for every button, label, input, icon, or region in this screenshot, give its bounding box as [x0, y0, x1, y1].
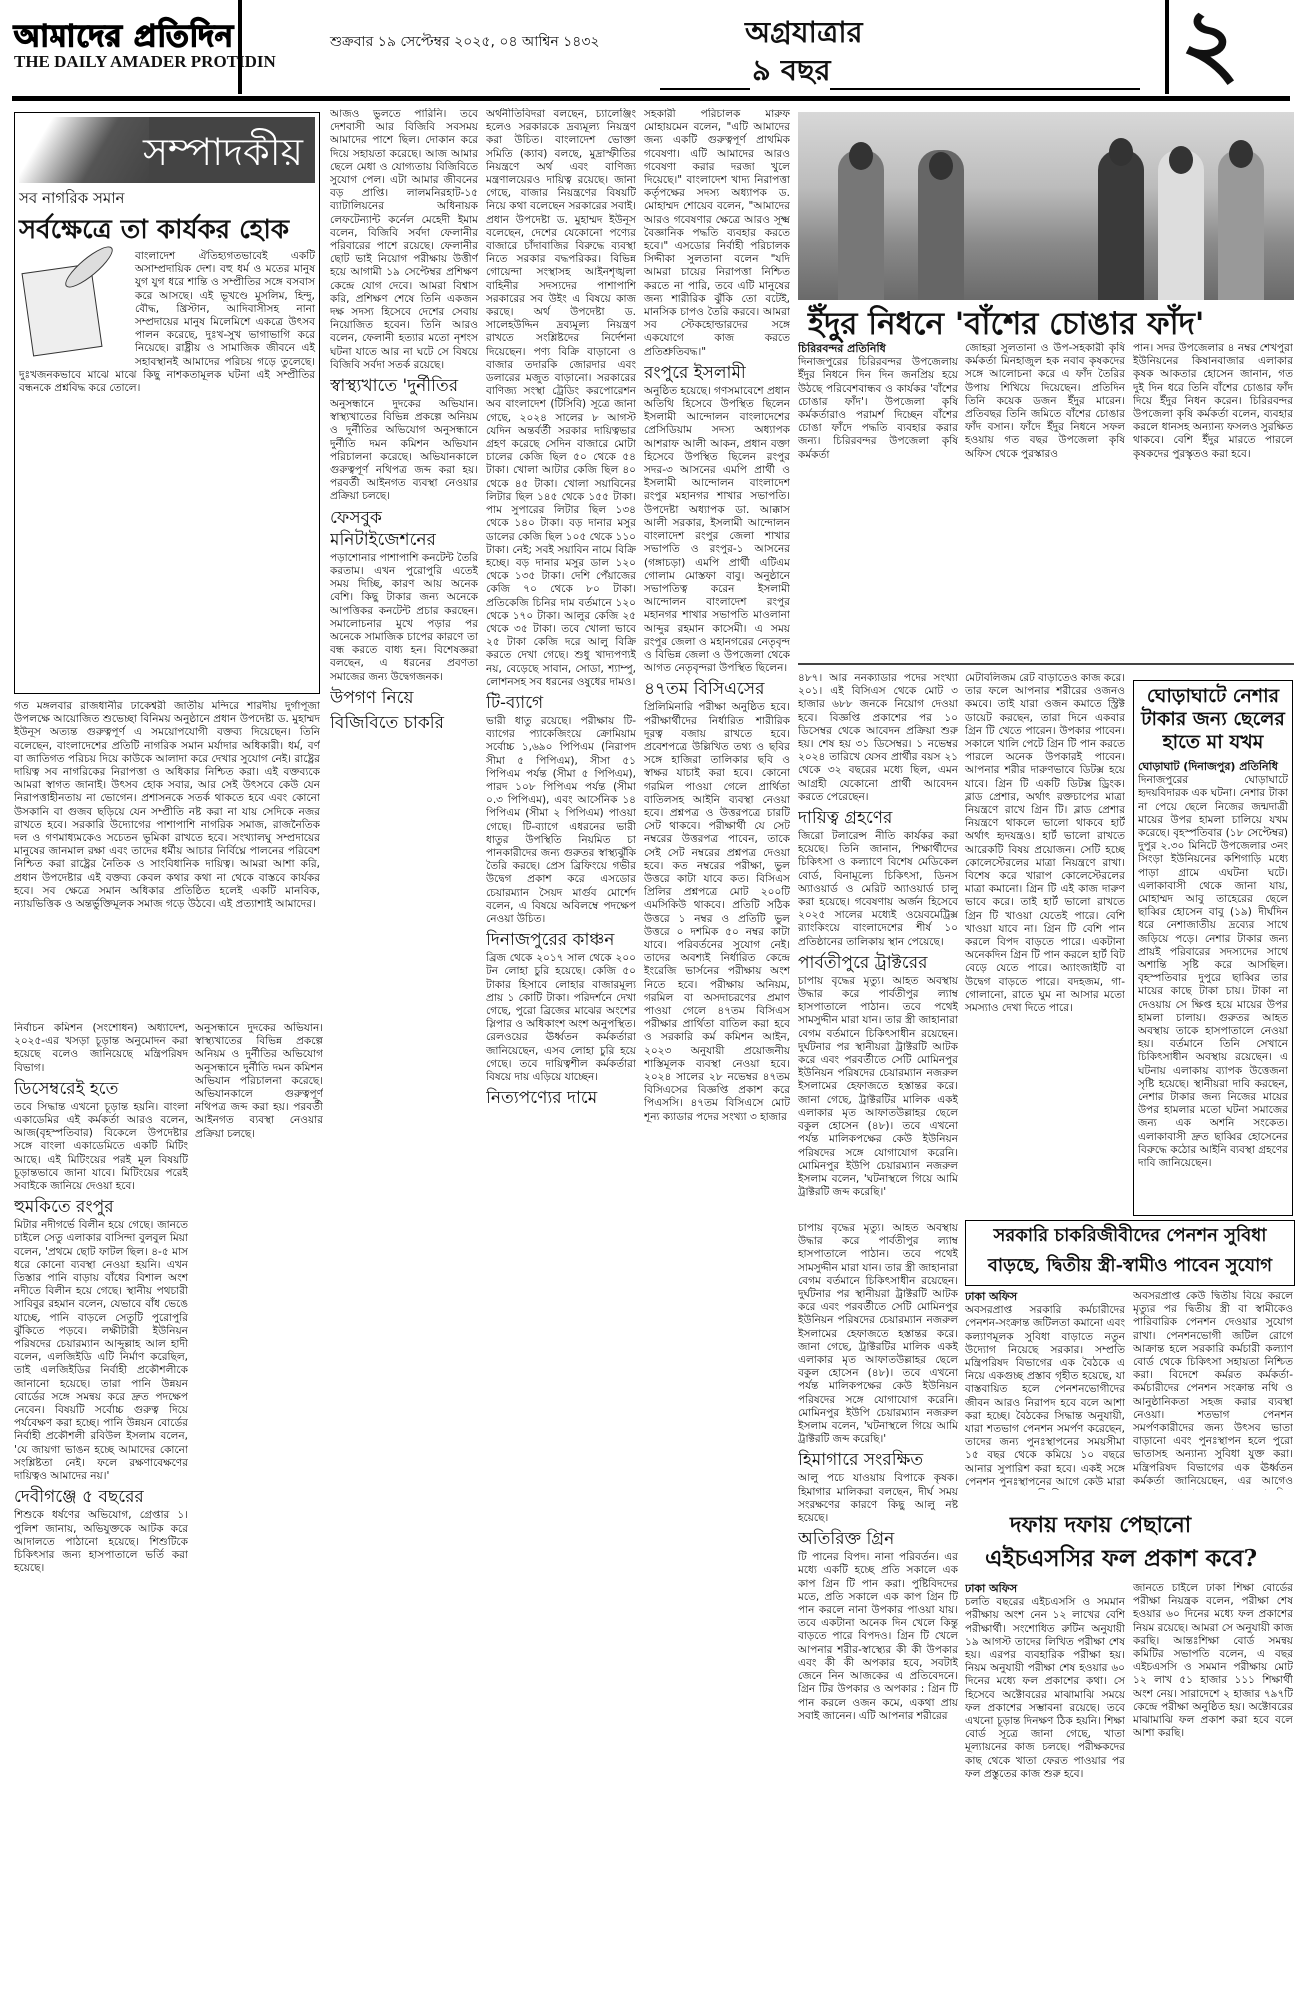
paragraph: জানতে চাইলে ঢাকা শিক্ষা বোর্ডের পরীক্ষা নিয়ন্ত্রক বলেন, পরীক্ষা শেষ হওয়ার ৬০ দিনের মধ্যে ফল প্রকাশের নিয়ম রয়েছে। আমরা সে অনুযায়ী কাজ করছি। আন্তঃশিক্ষা বোর্ড সমন্বয় কমিটির সভাপতি বলেন, এ বছর এইচএসসি ও সমমান পরীক্ষায় মোট ১২ লাখ ৫১ হাজার ১১১ শিক্ষার্থী অংশ নেয়। সারাদেশে ২ হাজার ৭৯৭টি কেন্দ্রে পরীক্ষা অনুষ্ঠিত হয়। অক্টোবরের মাঝামাঝি ফল প্রকাশ করা হবে বলে আশা করছি। — [1133, 1582, 1293, 1740]
editorial-banner — [19, 117, 315, 183]
paragraph: পান। সদর উপজেলার ৪ নম্বর শেখপুরা ইউনিয়নের কিষানবাজার এলাকার কৃষক আকতার হোসেন জানান, গত দুই দিন ধরে তিনি বাঁশের চোঙার ফাঁদ দিয়ে ইঁদুর নিধন করেন। চিরিরবন্দর উপজেলা কৃষি কর্মকর্তা বলেন, ব্যবহার করলে ধানসহ অন্যান্য ফসলও সুরক্ষিত থাকবে। বেশি ইঁদুর মারতে পারলে কৃষকদের পুরস্কৃতও করা হবে। — [1133, 342, 1293, 460]
paragraph: আজও ভুলতে পারিনি। তবে দেশবাসী আর বিজিবি সবসময় আমাদের পাশে ছিল। দোকান করে দিয়ে সহায়তা করেছে। আজ আমার ছেলে মেধা ও যোগ্যতায় বিজিবিতে সুযোগ পেল। এটা আমার জীবনের বড় প্রাপ্তি। লালমনিরহাট-১৫ ব্যাটালিয়নের অধিনায়ক লেফটেন্যান্ট কর্নেল মেহেদী ইমাম বলেন, বিজিবি সর্বদা ফেলানীর পরিবারের পাশে রয়েছে। ফেলানীর ছোট ভাই নিয়োগ পরীক্ষায় উত্তীর্ণ হয়ে আগামী ১৯ সেপ্টেম্বর প্রশিক্ষণ কেন্দ্রে যোগ দেবে। আমরা বিশ্বাস করি, প্রশিক্ষণ শেষে তিনি একজন দক্ষ সদস্য হিসেবে দেশের সেবায় নিয়োজিত হবেন। তিনি আরও বলেন, ফেলানী হত্যার মতো নৃশংস ঘটনা যাতে আর না ঘটে সে বিষয়ে বিজিবি সর্বদা সতর্ক রয়েছে। — [330, 108, 478, 371]
byline: ঘোড়াঘাট (দিনাজপুর) প্রতিনিধি — [1138, 760, 1278, 773]
section-subhead: দেবীগঞ্জে ৫ বছরের — [14, 1487, 144, 1508]
headline-ghoraghat: ঘোড়াঘাটে নেশার টাকার জন্য ছেলের হাতে মা যখম — [1141, 685, 1285, 753]
editorial-box — [14, 112, 320, 694]
rat-trap-col-3 — [1133, 342, 1293, 627]
article-column-5-lower — [798, 1222, 958, 1992]
newspaper-name-english: THE DAILY AMADER PROTIDIN — [14, 52, 276, 71]
anniversary-line-1: অগ্রযাত্রার — [745, 15, 863, 49]
anniversary-rule-right — [830, 88, 1140, 90]
masthead-rule — [12, 96, 1290, 101]
paragraph: দিনাজপুরের ঘোড়াঘাটে হৃদয়বিদারক এক ঘটনা। নেশার টাকা না পেয়ে ছেলে নিজের জন্মদাত্রী মায়ের উপর হামলা চালিয়ে যখম করেছে। বৃহস্পতিবার (১৮ সেপ্টেম্বর) দুপুর ২.৩০ মিনিটে উপজেলার ৩নং সিংড়া ইউনিয়নের কশিগাড়ি মধ্যে পাড়া গ্রামে এঘটনা ঘটে। এলাকাবাসী থেকে জানা যায়, মোহাম্মদ আবু তাহেরের ছেলে ছাব্বির হোসেন বাবু (১৯) দীর্ঘদিন ধরে নেশাজাতীয় দ্রব্যের সাথে জড়িয়ে পড়ে। নেশার টাকার জন্য প্রায়ই পরিবারের সদস্যদের সাথে অশান্তি সৃষ্টি করে আসছিল। বৃহস্পতিবার দুপুরে ছাব্বির তার মায়ের কাছে টাকা চায়। টাকা না দেওয়ায় সে ক্ষিপ্ত হয়ে মায়ের উপর হামলা চালায়। গুরুতর আহত অবস্থায় তাকে হাসপাতালে নেওয়া হয়। বর্তমানে তিনি সেখানে চিকিৎসাধীন অবস্থায় রয়েছেন। এ ঘটনায় এলাকায় ব্যাপক উত্তেজনা সৃষ্টি হয়েছে। স্থানীয়রা দাবি করছেন, নেশার টাকার জন্য নিজের মায়ের উপর হামলার মতো ঘটনা সমাজের জন্য এক অশনি সংকেত। এলাকাবাসী দ্রুত ছাব্বির হোসেনের বিরুদ্ধে কঠোর আইনি ব্যবস্থা গ্রহণের দাবি জানিয়েছেন। — [1138, 774, 1288, 1170]
section-subhead: বিজিবিতে চাকরি — [330, 712, 444, 733]
paragraph: শিশুকে ধর্ষণের অভিযোগ, গ্রেপ্তার ১। পুলিশ জানায়, অভিযুক্তকে আটক করে আদালতে পাঠানো হয়েছে। শিশুটিকে চিকিৎসার জন্য হাসপাতালে ভর্তি করা হয়েছে। — [14, 1509, 188, 1575]
editorial-body: বাংলাদেশ ঐতিহ্যগতভাবেই একটি অসাম্প্রদায়িক দেশ। বহু ধর্ম ও মতের মানুষ যুগ যুগ ধরে শান্তি ও সম্প্রীতির সঙ্গে বসবাস করে আসছে। এই ভূখণ্ডে মুসলিম, হিন্দু, বৌদ্ধ, খ্রিস্টান, আদিবাসীসহ নানা সম্প্রদায়ের মানুষ মিলেমিশে একত্রে উৎসব পালন করেছে, দুঃখ-সুখ ভাগাভাগি করে নিয়েছে। রাষ্ট্রীয় ও সামাজিক জীবনে এই সহাবস্থানই আমাদের পরিচয় গড়ে তুলেছে। দুঃখজনকভাবে মাঝে মাঝে কিছু নাশকতামূলক ঘটনা এই সম্প্রীতির বন্ধনকে প্রশ্নবিদ্ধ করে তোলে। — [19, 250, 315, 395]
section-subhead: ডিসেম্বরেই হতে — [14, 1078, 119, 1099]
headline-pension-2: বাড়ছে, দ্বিতীয় স্ত্রী-স্বামীও পাবেন সুযোগ — [987, 1255, 1273, 1276]
headline-rat-trap: ইঁদুর নিধনে 'বাঁশের চোঙার ফাঁদ' — [808, 306, 1205, 342]
editorial-title: সর্বক্ষেত্রে তা কার্যকর হোক — [19, 215, 290, 245]
byline: চিরিরবন্দর প্রতিনিধি — [798, 342, 886, 355]
section-subhead: হিমাগারে সংরক্ষিত — [798, 1450, 924, 1471]
paragraph: অবসরপ্রাপ্ত কেউ দ্বিতীয় বিয়ে করলে মৃত্যুর পর দ্বিতীয় স্ত্রী বা স্বামীকেও পারিবারিক পেনশন দেওয়ার সুযোগ রাখা। পেনশনভোগী জটিল রোগে আক্রান্ত হলে সরকারি কর্মচারী কল্যাণ বোর্ড থেকে চিকিৎসা সহায়তা নিশ্চিত করা। বিদেশে কর্মরত কর্মকর্তা-কর্মচারীদের পেনশন সংক্রান্ত নথি ও আনুষ্ঠানিকতা সহজ করার ব্যবস্থা নেওয়া। শতভাগ পেনশন সমর্পণকারীদের জন্য উৎসব ভাতা বাড়ানো এবং পুনঃস্থাপন হলে পুরো ভাতাসহ অন্যান্য সুবিধা যুক্ত করা। মন্ত্রিপরিষদ বিভাগের এক ঊর্ধ্বতন কর্মকর্তা জানিয়েছেন, এর আগেও — [1133, 1290, 1293, 1487]
article-column-left-2 — [195, 1022, 323, 1992]
newspaper-logo: আমাদের প্রতিদিন — [14, 19, 234, 54]
article-column-2 — [330, 108, 478, 1988]
paragraph: অর্থনীতিবিদরা বলছেন, চ্যালেঞ্জিং হলেও সরকারকে দ্রব্যমূল্য নিয়ন্ত্রণ করা উচিত। বাংলাদেশ ভোক্তা সমিতি (ক্যাব) বলছে, মুদ্রাস্ফীতির নিয়ন্ত্রণে অর্থ এবং বাণিজ্য মন্ত্রণালয়েরও দায়িত্ব রয়েছে। জানা গেছে, বাজার নিয়ন্ত্রণের বিষয়টি নিয়ে কথা বলেছেন সরকারের সবাই। প্রধান উপদেষ্টা ড. মুহাম্মদ ইউনূস বলেছেন, দেশের যেকোনো পণ্যের বাজারে চাঁদাবাজির বিরুদ্ধে ব্যবস্থা নিতে সরকার বদ্ধপরিকর। বিভিন্ন গোয়েন্দা সংস্থাসহ আইনশৃঙ্খলা বাহিনীর সদস্যদের পাশাপাশি সরকারের সব উইং এ বিষয়ে কাজ করছে। অর্থ উপদেষ্টা ড. সালেহউদ্দিন দ্রব্যমূল্য নিয়ন্ত্রণ রাখতে সংশ্লিষ্টদের নির্দেশনা দিয়েছেন। পণ্য বিক্রি বাড়ানো ও বাজার তদারকি জোরদার এবং ডলারের মজুত বাড়ানো। সরকারের বাণিজ্য সংস্থা ট্রেডিং করপোরেশন অব বাংলাদেশ (টিসিবি) সূত্রে জানা গেছে, ২০২৪ সালের ৮ আগস্ট যেদিন অন্তর্বর্তী সরকার দায়িত্বভার গ্রহণ করেছে সেদিন বাজারে মোটা চালের কেজি ছিল ৫০ থেকে ৫৪ টাকা। খোলা আটার কেজি ছিল ৪০ থেকে ৪৫ টাকা। খোলা সয়াবিনের লিটার ছিল ১৪৫ থেকে ১৫৫ টাকা। পাম সুপারের লিটার ছিল ১৩৪ থেকে ১৪০ টাকা। বড় দানার মসুর ডালের কেজি ছিল ১০৫ থেকে ১১০ টাকা। নেই; সবই সয়াবিন নামে বিক্রি হচ্ছে। বড় দানার মসুর ডাল ১২০ থেকে ১৩৫ টাকা। দেশি পেঁয়াজের কেজি ৭০ থেকে ৮০ টাকা। প্রতিকেজি চিনির দাম বর্তমানে ১২০ থেকে ১৭০ টাকা। আলুর কেজি ২৫ থেকে ৩৫ টাকা। তবে খোলা ভাবে ২৫ টাকা কেজি দরে আলু বিক্রি করতে দেখা গেছে। শুধু খাদ্যপণ্যই নয়, বেড়েছে সাবান, সোডা, শ্যাম্পু, লোশনসহ সব ধরনের ওষুধের দামও। — [486, 108, 636, 688]
paragraph: মিটার নদীগর্ভে বিলীন হয়ে গেছে। জানতে চাইলে সেতু এলাকার বাসিন্দা বুলবুল মিয়া বলেন, 'প্রথমে ছোট ফাটল ছিল। ৪-৫ মাস ধরে কোনো ব্যবস্থা নেওয়া হয়নি। এখন তিস্তার পানি বাড়ায় বাঁধের বিশাল অংশ নদীতে বিলীন হয়ে গেছে। স্থানীয় পথচারী সাবিবুর রহমান বলেন, যেভাবে বাঁধ ভেঙে যাচ্ছে, পানি বাড়লে সেতুটি পুরোপুরি ঝুঁকিতে পড়বে। লক্ষীটারী ইউনিয়ন পরিষদের চেয়ারম্যান আব্দুল্লাহ আল হাদী বলেন, এলজিইডি এটি নির্মাণ করেছিল, তাই এলজিইডির নির্বাহী প্রকৌশলীকে জানানো হয়েছে। তারা পানি উন্নয়ন বোর্ডের সঙ্গে সমন্বয় করে দ্রুত পদক্ষেপ নেবেন। বিষয়টি সর্বোচ্চ গুরুত্ব দিয়ে পর্যবেক্ষণ করা হচ্ছে। পানি উন্নয়ন বোর্ডের নির্বাহী প্রকৌশলী রবিউল ইসলাম বলেন, 'যে জায়গা ভাঙন হচ্ছে আমাদের কোনো সংশ্লিষ্টতা নেই। ফলে রক্ষণাবেক্ষণের দায়িত্বও আমাদের নয়।' — [14, 1219, 188, 1483]
paragraph: পড়াশোনার পাশাপাশি কনটেন্ট তৈরি করতাম। এখন পুরোপুরি এতেই সময় দিচ্ছি, কারণ আয় অনেক বেশি। কিছু টাকার জন্য অনেকে আপত্তিকর কনটেন্ট প্রচার করছেন। সমালোচনার মুখে পড়ার পর অনেকে সামাজিক চাপের কারণে তা বন্ধ করতে বাধ্য হন। বিশেষজ্ঞরা বলছেন, এ ধরনের প্রবণতা সমাজের জন্য উদ্বেগজনক। — [330, 551, 478, 683]
section-subhead: স্বাস্থ্যখাতে 'দুর্নীতির — [330, 376, 459, 397]
paragraph: চাপায় বৃদ্ধের মৃত্যু। আহত অবস্থায় উদ্ধার করে পার্বতীপুর ল্যাম্ব হাসপাতালে পাঠান। তবে পথেই সামসুদ্দীন মারা যান। তার স্ত্রী জাহানারা বেগম বর্তমানে চিকিৎসাধীন রয়েছেন। দুর্ঘটনার পর স্থানীয়রা ট্রাক্টরটি আটক করে এবং পরবর্তীতে সেটি মোমিনপুর ইউনিয়ন পরিষদের চেয়ারম্যান নজরুল ইসলামের হেফাজতে হস্তান্তর করে। জানা গেছে, ট্রাক্টরটির মালিক একই এলাকার মৃত আফাতউল্লাহর ছেলে বকুল হোসেন (৪৮)। তবে এখনো পর্যন্ত মালিকপক্ষের কেউ ইউনিয়ন পরিষদের সঙ্গে যোগাযোগ করেনি। মোমিনপুর ইউপি চেয়ারম্যান নজরুল ইসলাম বলেন, 'ঘটনাস্থলে গিয়ে আমি ট্রাক্টরটি জব্দ করেছি।' — [798, 974, 958, 1199]
paragraph: চাপায় বৃদ্ধের মৃত্যু। আহত অবস্থায় উদ্ধার করে পার্বতীপুর ল্যাম্ব হাসপাতালে পাঠান। তবে পথেই সামসুদ্দীন মারা যান। তার স্ত্রী জাহানারা বেগম বর্তমানে চিকিৎসাধীন রয়েছেন। দুর্ঘটনার পর স্থানীয়রা ট্রাক্টরটি আটক করে এবং পরবর্তীতে সেটি মোমিনপুর ইউনিয়ন পরিষদের চেয়ারম্যান নজরুল ইসলামের হেফাজতে হস্তান্তর করে। জানা গেছে, ট্রাক্টরটির মালিক একই এলাকার মৃত আফাতউল্লাহর ছেলে বকুল হোসেন (৪৮)। তবে এখনো পর্যন্ত মালিকপক্ষের কেউ ইউনিয়ন পরিষদের সঙ্গে যোগাযোগ করেনি। মোমিনপুর ইউপি চেয়ারম্যান নজরুল ইসলাম বলেন, 'ঘটনাস্থলে গিয়ে আমি ট্রাক্টরটি জব্দ করেছি।' — [798, 1222, 958, 1446]
anniversary-line-2: ৯ বছর — [752, 53, 831, 87]
section-subhead: উপগণ নিয়ে — [330, 687, 414, 708]
paragraph: নির্বাচন কমিশন (সংশোধন) অধ্যাদেশ, ২০২৫-এর খসড়া চূড়ান্ত অনুমোদন করা হয়েছে বলেও জানিয়েছে মন্ত্রিপরিষদ বিভাগ। — [14, 1022, 188, 1074]
editorial-kicker: সব নাগরিক সমান — [19, 189, 125, 207]
ink-splash-graphic — [19, 117, 149, 183]
pension-headline-box — [965, 1220, 1295, 1286]
pension-col-1 — [965, 1290, 1125, 1490]
paragraph: টি পানের বিপদ। নানা পরিবর্তন। এর মধ্যে একটি হচ্ছে প্রতি সকালে এক কাপ গ্রিন টি পান করা। পুষ্টিবিদদের মতে, প্রতি সকালে এক কাপ গ্রিন টি পান করলে নানা উপকার পাওয়া যায়। তবে একটানা অনেক দিন খেলে কিন্তু বাড়তে পারে বিপদও। গ্রিন টি খেলে আপনার শরীর-স্বাস্থ্যের কী কী উপকার এবং কী কী অপকার হবে, সবটাই জেনে নিন আজকের এ প্রতিবেদনে। গ্রিন টির উপকার ও অপকার : গ্রিন টি পান করলে ওজন কমে, একথা প্রায় সবাই জানেন। এটি আপনার শরীরের — [798, 1551, 958, 1722]
article-column-5 — [798, 672, 958, 1217]
paragraph: অনুসন্ধানে দুদকের অভিযান। স্বাস্থ্যখাতের বিভিন্ন প্রকল্পে অনিয়ম ও দুর্নীতির অভিযোগ অনুসন্ধানে দুর্নীতি দমন কমিশন অভিযান পরিচালনা করেছে। অভিযানকালে গুরুত্বপূর্ণ নথিপত্র জব্দ করা হয়। পরবর্তী আইনগত ব্যবস্থা নেওয়ার প্রক্রিয়া চলছে। — [195, 1022, 323, 1140]
hsc-col-2 — [1133, 1582, 1293, 1992]
headline-hsc-2: এইচএসসির ফল প্রকাশ কবে? — [985, 1545, 1258, 1572]
section-subhead: পার্বতীপুরে ট্রাক্টরের — [798, 952, 928, 973]
ghoraghat-body — [1138, 760, 1288, 1220]
paragraph: তবে সিদ্ধান্ত এখনো চূড়ান্ত হয়নি। বাংলা একাডেমির এই কর্মকর্তা আরও বলেন, আজ(বৃহস্পতিবার) বিকেলে উপদেষ্টার সঙ্গে বাংলা একাডেমিতে একটি মিটিং আছে। এই মিটিংয়ের পরই মূল বিষয়টি চূড়ান্তভাবে জানা যাবে। মিটিংয়ের পরেই সবাইকে জানিয়ে দেওয়া হবে। — [14, 1100, 188, 1193]
section-subhead: হুমকিতে রংপুর — [14, 1197, 114, 1218]
paragraph: ভারী ধাতু রয়েছে। পরীক্ষায় টি-ব্যাগের প্যাকেজিংয়ে ক্রোমিয়াম সর্বোচ্চ ১,৬৯০ পিপিএম (নিরাপদ সীমা ৫ পিপিএম), সীসা ৫১ পিপিএম পর্যন্ত (সীমা ৫ পিপিএম), পারদ ১০৮ পিপিএম পর্যন্ত (সীমা ০.৩ পিপিএম), এবং আর্সেনিক ১৪ পিপিএম (সীমা ২ পিপিএম) পাওয়া গেছে। টি-ব্যাগে এধরনের ভারী ধাতুর উপস্থিতি নিয়মিত চা পানকারীদের জন্য গুরুতর স্বাস্থ্যঝুঁকি তৈরি করছে। প্রেস ব্রিফিংয়ে গভীর উদ্বেগ প্রকাশ করে এসডোর চেয়ারম্যান সৈয়দ মার্গুব মোর্শেদ বলেন, এ বিষয়ে অবিলম্বে পদক্ষেপ নেওয়া উচিত। — [486, 714, 636, 925]
section-subhead: রংপুরে ইসলামী — [644, 362, 746, 383]
paragraph: অনুসন্ধানে দুদকের অভিযান। স্বাস্থ্যখাতের বিভিন্ন প্রকল্পে অনিয়ম ও দুর্নীতির অভিযোগ অনুসন্ধানে দুর্নীতি দমন কমিশন অভিযান পরিচালনা করেছে। অভিযানকালে গুরুত্বপূর্ণ নথিপত্র জব্দ করা হয়। পরবর্তী আইনগত ব্যবস্থা নেওয়ার প্রক্রিয়া চলছে। — [330, 398, 478, 503]
section-subhead: ৪৭তম বিসিএসের — [644, 679, 765, 700]
section-subhead: অতিরিক্ত গ্রিন — [798, 1529, 895, 1550]
paragraph: ৪৮৭। আর ননক্যাডার পদের সংখ্যা ২০১। এই বিসিএস থেকে মোট ৩ হাজার ৬৮৮ জনকে নিয়োগ দেওয়া হবে। বিজ্ঞপ্তি প্রকাশের পর ১০ ডিসেম্বর থেকে আবেদন প্রক্রিয়া শুরু হয়। শেষ হয় ৩১ ডিসেম্বর। ১ নভেম্বর ২০২৪ তারিখে যেসব প্রার্থীর বয়স ২১ থেকে ৩২ বছরের মধ্যে ছিল, এমন আগ্রহী যেকোনো প্রার্থী আবেদন করতে পেরেছেন। — [798, 672, 958, 803]
paragraph: দিনাজপুরের চিরিরবন্দর উপজেলায় ইঁদুর নিধনে দিন দিন জনপ্রিয় হয়ে উঠছে পরিবেশবান্ধব ও কার্যকর 'বাঁশের চোঙার ফাঁদ'। উপজেলা কৃষি কর্মকর্তারাও পরামর্শ দিচ্ছেন বাঁশের চোঙা ফাঁদে পদ্ধতি ব্যবহার করার জন্য। চিরিরবন্দর উপজেলা কৃষি কর্মকর্তা — [798, 356, 958, 461]
paragraph: জিরো টলারেন্স নীতি কার্যকর করা হয়েছে। তিনি জানান, শিক্ষার্থীদের চিকিৎসা ও কল্যাণে বিশেষ মেডিকেল বোর্ড, বিনামূল্যে চিকিৎসা, ডিনস অ্যাওয়ার্ড ও মেরিট অ্যাওয়ার্ড চালু করা হয়েছে। গবেষণায় অর্জন হিসেবে ২০২৫ সালের মধ্যেই ওয়েবমেট্রিক্স র‌্যাংকিংয়ে বাংলাদেশের শীর্ষ ১০ প্রতিষ্ঠানের তালিকায় স্থান পেয়েছে। — [798, 830, 958, 948]
section-subhead: দায়িত্ব গ্রহণের — [798, 808, 893, 829]
editorial-banner-label: সম্পাদকীয় — [143, 130, 303, 174]
headline-hsc-1: দফায় দফায় পেছানো — [1010, 1512, 1192, 1538]
article-column-3 — [486, 108, 636, 1988]
paragraph: সহকারী পরিচালক মারুফ মোহায়মেন বলেন, "এটি আমাদের জন্য একটি গুরুত্বপূর্ণ প্রাথমিক গবেষণা। এটি আমাদের আরও গবেষণা করার দরজা খুলে দিয়েছে।" বাংলাদেশ খাদ্য নিরাপত্তা কর্তৃপক্ষের সদস্য অধ্যাপক ড. মোহাম্মদ শোয়েব বলেন, "আমাদের আরও গবেষণার ক্ষেত্রে আরও সূক্ষ্ম বৈজ্ঞানিক পদ্ধতি ব্যবহার করতে হবে।" এসডোর নির্বাহী পরিচালক সিদ্দীকা সুলতানা বলেন "যদি আমরা চায়ের নিরাপত্তা নিশ্চিত করতে না পারি, তবে এটি মানুষের জন্য শারীরিক ঝুঁকি তো বটেই, মানসিক চাপও তৈরি করবে। আমরা সব স্টেকহোল্ডারদের সঙ্গে একযোগে কাজ করতে প্রতিশ্রুতিবদ্ধ।" — [644, 108, 790, 358]
paragraph: ব্রিজ থেকে ২০১৭ সাল থেকে ২০০ টন লোহা চুরি হয়েছে। কেজি ৫০ টাকার হিসাবে লোহার বাজারমূল্য প্রায় ১ কোটি টাকা। পরিদর্শনে দেখা গেছে, পুরো ব্রিজের মাঝের অংশের স্লিপার ও অধিকাংশ অংশ অনুপস্থিত। রেলওয়ের ঊর্ধ্বতন কর্মকর্তারা জানিয়েছেন, এসব লোহা চুরি হয়ে গেছে। তবে দায়িত্বশীল কর্মকর্তারা বিষয়ে দায় এড়িয়ে যাচ্ছেন। — [486, 952, 636, 1084]
page-number: ২ — [1180, 0, 1240, 96]
dateline: শুক্রবার ১৯ সেপ্টেম্বর ২০২৫, ০৪ আশ্বিন ১৪৩২ — [330, 34, 600, 50]
section-subhead: ফেসবুক মনিটাইজেশনের — [330, 507, 436, 550]
paragraph: জোহরা সুলতানা ও উপ-সহকারী কৃষি কর্মকর্তা মিনহাজুল হক নবাব কৃষকদের সঙ্গে আলোচনা করে এ ফাঁদ তৈরির উপায় শিখিয়ে দিয়েছেন। প্রতিদিন তিনি কয়েক ডজন ইঁদুর মারেন। প্রতিবছর তিনি জমিতে বাঁশের চোঙার ফাঁদ বসান। ফাঁদে ইঁদুর নিধনে সফল হওয়ায় গত বছর উপজেলা কৃষি অফিস থেকে পুরস্কারও — [965, 342, 1125, 460]
news-photo-farmers — [798, 112, 1294, 300]
section-subhead: টি-ব্যাগে — [486, 692, 544, 713]
paragraph: চলতি বছরের এইচএসসি ও সমমান পরীক্ষায় অংশ নেন ১২ লাখের বেশি পরীক্ষার্থী। সংশোধিত রুটিন অনুযায়ী ১৯ আগস্ট তাদের লিখিত পরীক্ষা শেষ হয়। এরপর ব্যবহারিক পরীক্ষা হয়। নিয়ম অনুযায়ী পরীক্ষা শেষ হওয়ার ৬০ দিনের মধ্যে ফল প্রকাশের কথা। সে হিসেবে অক্টোবরের মাঝামাঝি সময়ে ফল প্রকাশের সম্ভাবনা রয়েছে। তবে এখনো চূড়ান্ত দিনক্ষণ ঠিক হয়নি। শিক্ষা বোর্ড সূত্রে জানা গেছে, খাতা মূল্যায়নের কাজ চলছে। পরীক্ষকদের কাছ থেকে খাতা ফেরত পাওয়ার পর ফল প্রস্তুতের কাজ শুরু হবে। — [965, 1596, 1125, 1780]
masthead-divider — [1165, 0, 1169, 94]
rat-trap-col-1 — [798, 342, 958, 627]
article-column-left — [14, 1022, 188, 1992]
masthead — [0, 0, 1308, 100]
section-divider — [798, 663, 1294, 665]
ghoraghat-story-box — [1133, 680, 1293, 1216]
anniversary-rule-left — [660, 88, 750, 90]
headline-pension-1: সরকারি চাকরিজীবীদের পেনশন সুবিধা — [993, 1225, 1267, 1246]
paragraph: প্রিলিমিনারি পরীক্ষা অনুষ্ঠিত হবে। পরীক্ষার্থীদের নির্ধারিত শারীরিক দূরত্ব বজায় রাখতে হবে। প্রবেশপত্রে উল্লিখিত তথ্য ও ছবির সঙ্গে হাজিরা তালিকার ছবি ও স্বাক্ষর যাচাই করা হবে। কোনো গরমিল পাওয়া গেলে প্রার্থিতা বাতিলসহ আইনি ব্যবস্থা নেওয়া হবে। প্রশ্নপত্র ও উত্তরপত্রে চারটি সেট থাকবে। পরীক্ষার্থী যে সেট নম্বরের উত্তরপত্র পাবেন, তাকে সেই সেট নম্বরের প্রশ্নপত্র দেওয়া হবে। কত নম্বরের পরীক্ষা, ভুল উত্তরে কাটা যাবে কত। বিসিএস প্রিলির প্রশ্নপত্রে মোট ২০০টি এমসিকিউ থাকবে। প্রতিটি সঠিক উত্তরে ১ নম্বর ও প্রতিটি ভুল উত্তরে ০ দশমিক ৫০ নম্বর কাটা যাবে। পরিবর্তনের সুযোগ নেই। তাদের অবশ্যই নির্ধারিত কেন্দ্রে ইংরেজি ভার্সনের পরীক্ষায় অংশ নিতে হবে। পরীক্ষায় অনিয়ম, গরমিল বা অসদাচরণের প্রমাণ পাওয়া গেলে ৪৭তম বিসিএস পরীক্ষার প্রার্থিতা বাতিল করা হবে ও সরকারি কর্ম কমিশন আইন, ২০২৩ অনুযায়ী প্রয়োজনীয় শাস্তিমূলক ব্যবস্থা নেওয়া হবে। ২০২৪ সালের ২৮ নভেম্বর ৪৭তম বিসিএসের বিজ্ঞপ্তি প্রকাশ করে পিএসসি। ৪৭তম বিসিএসে মোট শূন্য ক্যাডার পদের সংখ্যা ৩ হাজার — [644, 701, 790, 1123]
paragraph: গত মঙ্গলবার রাজধানীর ঢাকেশ্বরী জাতীয় মন্দিরে শারদীয় দুর্গাপূজা উপলক্ষে আয়োজিত শুভেচ্ছা বিনিময় অনুষ্ঠানে প্রধান উপদেষ্টা ড. মুহাম্মদ ইউনূস অত্যন্ত গুরুত্বপূর্ণ এ সময়োপযোগী বক্তব্য দিয়েছেন। তিনি বলেছেন, বাংলাদেশের প্রতিটি নাগরিক সমান মর্যাদার অধিকারী। ধর্ম, বর্ণ বা জাতিগত পরিচয় দিয়ে কাউকে আলাদা করে দেখার সুযোগ নেই। রাষ্ট্রের দায়িত্ব সব নাগরিকের নিরাপত্তা ও অধিকার নিশ্চিত করা। এই বক্তব্যকে আমরা স্বাগত জানাই। উৎসব হোক সবার, আর সেই উৎসবে কেউ যেন নিরাপত্তাহীনতায় না ভোগেন। প্রশাসনকে সতর্ক থাকতে হবে এবং কোনো উসকানি বা গুজব ছড়িয়ে যেন সম্প্রীতি নষ্ট করা না যায় সেদিকে নজর রাখতে হবে। সরকারি উদ্যোগের পাশাপাশি নাগরিক সমাজ, রাজনৈতিক দল ও গণমাধ্যমকেও সচেতন ভূমিকা রাখতে হবে। সংখ্যালঘু সম্প্রদায়ের মানুষের জানমাল রক্ষা এবং তাদের ধর্মীয় আচার নির্বিঘ্নে পালনের পরিবেশ নিশ্চিত করা রাষ্ট্রের নৈতিক ও সাংবিধানিক দায়িত্ব। আমরা আশা করি, প্রধান উপদেষ্টার এই বক্তব্য কেবল কথার কথা না থেকে বাস্তবে কার্যকর হবে। সব ক্ষেত্রে সমান অধিকার প্রতিষ্ঠিত হলেই একটি মানবিক, ন্যায়ভিত্তিক ও অন্তর্ভুক্তিমূলক সমাজ গড়ে উঠবে। এই প্রত্যাশাই আমাদের। — [14, 700, 320, 911]
rat-trap-col-2 — [965, 342, 1125, 627]
section-subhead: নিত্যপণ্যের দামে — [486, 1088, 598, 1109]
quill-pen-icon — [19, 252, 127, 356]
byline: ঢাকা অফিস — [965, 1582, 1018, 1595]
section-subhead: দিনাজপুরের কাঞ্চন — [486, 930, 615, 951]
byline: ঢাকা অফিস — [965, 1290, 1018, 1303]
article-column-4 — [644, 108, 790, 1988]
pension-col-2 — [1133, 1290, 1293, 1490]
paragraph: আলু পচে যাওয়ায় বিপাকে কৃষক। হিমাগার মালিকরা বলছেন, দীর্ঘ সময় সংরক্ষণের কারণে কিছু আলু নষ্ট হয়েছে। — [798, 1472, 958, 1525]
editorial-body-continued — [14, 700, 320, 1020]
hsc-col-1 — [965, 1582, 1125, 1992]
article-column-greentea — [965, 672, 1125, 1217]
masthead-divider — [238, 0, 242, 94]
paragraph: মেটাবলিজম রেট বাড়াতেও কাজ করে। তার ফলে আপনার শরীরের ওজনও কমবে। তাই যারা ওজন কমাতে স্ট্রিক্ট ডায়েট করছেন, তারা দিনে একবার গ্রিন টি খেতে পারেন। উপকার পাবেন। সকালে খালি পেটে গ্রিন টি পান করতে পারলে অনেক উপকারই পাবেন। আপনার শরীর দারুণভাবে ডিটক্স হয়ে যাবে। গ্রিন টি একটি ডিটক্স ড্রিংক। ব্লাড প্রেশার, অর্থাৎ রক্তচাপের মাত্রা নিয়ন্ত্রণে রাখে গ্রিন টি। ব্লাড প্রেশার নিয়ন্ত্রণে থাকলে ভালো থাকবে হার্ট অর্থাৎ হৃদযন্ত্রও। হার্ট ভালো রাখতে আরেকটি বিষয় প্রয়োজন। সেটি হচ্ছে কোলেস্টেরলের মাত্রা নিয়ন্ত্রণে রাখা। বিশেষ করে খারাপ কোলেস্টেরলের মাত্রা কমানো। গ্রিন টি এই কাজ দারুণ ভাবে করে। তাই হার্ট ভালো রাখতে গ্রিন টি খাওয়া যেতেই পারে। বেশি খাওয়া যাবে না। গ্রিন টি বেশি পান করলে বিপদ বাড়তে পারে। একটানা অনেকদিন গ্রিন টি পান করলে হার্ট বিট বেড়ে যেতে পারে। অ্যাংজাইটি বা উদ্বেগ বাড়তে পারে। বদহজম, গা-গোলানো, রাতে ঘুম না আসার মতো সমস্যাও দেখা দিতে পারে। — [965, 672, 1125, 1015]
paragraph: অনুষ্ঠিত হয়েছে। গণসমাবেশে প্রধান অতিথি হিসেবে উপস্থিত ছিলেন ইসলামী আন্দোলন বাংলাদেশের প্রেসিডিয়াম সদস্য অধ্যাপক আশরাফ আলী আকন, প্রধান বক্তা হিসেবে উপস্থিত ছিলেন রংপুর সদর-৩ আসনের এমপি প্রার্থী ও ইসলামী আন্দোলন বাংলাদেশ রংপুর মহানগর শাখার সভাপতি। উপদেষ্টা অধ্যাপক ডা. আক্কাস আলী সরকার, ইসলামী আন্দোলন বাংলাদেশ রংপুর জেলা শাখার সভাপতি ও রংপুর-১ আসনের (গঙ্গাচড়া) এমপি প্রার্থী এটিএম গোলাম মোস্তফা বাবু। অনুষ্ঠানে সভাপতিত্ব করেন ইসলামী আন্দোলন বাংলাদেশ রংপুর মহানগর শাখার সভাপতি মাওলানা আব্দুর রহমান কাসেমী। এ সময় রংপুর জেলা ও মহানগরের নেতৃবৃন্দ ও বিভিন্ন জেলা ও উপজেলা থেকে আগত নেতৃবৃন্দরা উপস্থিত ছিলেন। — [644, 384, 790, 675]
paragraph: অবসরপ্রাপ্ত সরকারি কর্মচারীদের পেনশন-সংক্রান্ত জটিলতা কমানো এবং কল্যাণমূলক সুবিধা বাড়াতে নতুন উদ্যোগ নিয়েছে সরকার। সম্প্রতি মন্ত্রিপরিষদ বিভাগের এক বৈঠকে এ নিয়ে একগুচ্ছ প্রস্তাব গৃহীত হয়েছে, যা বাস্তবায়িত হলে পেনশনভোগীদের জীবন আরও নিরাপদ হবে বলে আশা করা হচ্ছে। বৈঠকের সিদ্ধান্ত অনুযায়ী, যারা শতভাগ পেনশন সমর্পণ করেছেন, তাদের জন্য পুনঃস্থাপনের সময়সীমা ১৫ বছর থেকে কমিয়ে ১০ বছরে আনার সুপারিশ করা হবে। একই সঙ্গে পেনশন পুনঃস্থাপনের আগে কেউ মারা — [965, 1304, 1125, 1488]
